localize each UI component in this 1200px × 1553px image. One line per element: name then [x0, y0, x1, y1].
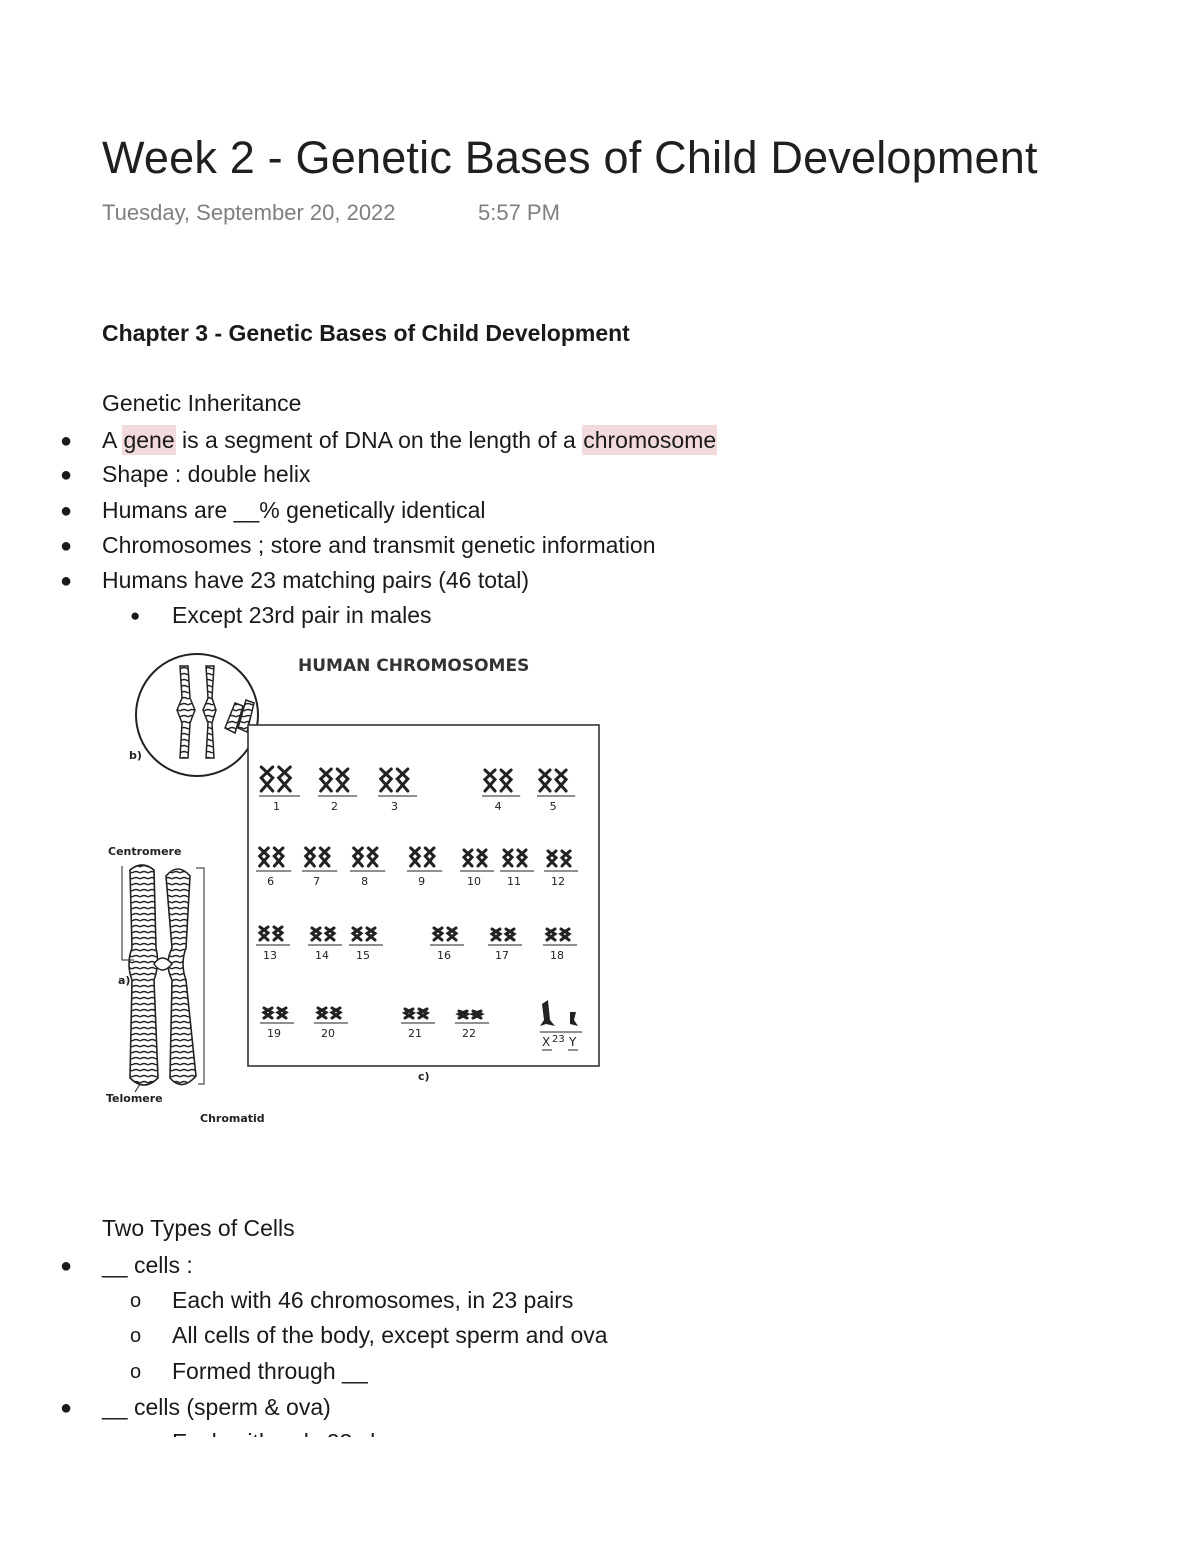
bullet-icon: ●: [60, 464, 73, 486]
chromosome-number: 15: [356, 949, 370, 962]
chromosome-number: 22: [462, 1027, 476, 1040]
bullet-icon: ●: [60, 570, 73, 592]
section-heading-cells: Two Types of Cells: [102, 1215, 295, 1241]
sub-list-item: Each with 46 chromosomes, in 23 pairs: [172, 1287, 574, 1313]
sex-label-23: 23: [552, 1034, 565, 1045]
chromosome-number: 11: [507, 875, 521, 888]
sex-label-x: X: [542, 1035, 551, 1049]
chromosome-number: 2: [331, 800, 339, 813]
list-item: Humans are __% genetically identical: [102, 497, 486, 523]
chapter-heading: Chapter 3 - Genetic Bases of Child Development: [102, 320, 630, 346]
bullet-icon: ●: [60, 535, 73, 557]
page-time: 5:57 PM: [478, 200, 560, 225]
label-chromatid: Chromatid: [200, 1112, 265, 1125]
figure-title: HUMAN CHROMOSOMES: [298, 656, 530, 676]
chromosome-number: 21: [408, 1027, 422, 1040]
chromosome-number: 1: [273, 800, 281, 813]
hollow-bullet-icon: o: [130, 1361, 142, 1383]
sub-list-item: Formed through __: [172, 1358, 368, 1384]
bullet-icon: ●: [130, 606, 141, 625]
label-b: b): [129, 749, 142, 762]
page-title: Week 2 - Genetic Bases of Child Development: [102, 132, 1038, 183]
chromosome-number: 7: [313, 875, 321, 888]
sub-list-item: All cells of the body, except sperm and ova: [172, 1322, 608, 1348]
bullet-icon: ●: [60, 430, 73, 452]
section-heading-inheritance: Genetic Inheritance: [102, 390, 302, 416]
list-item: Shape : double helix: [102, 461, 311, 487]
bullet-icon: ●: [60, 1397, 73, 1419]
chromosome-number: 18: [550, 949, 564, 962]
hollow-bullet-icon: o: [130, 1325, 142, 1347]
chromosome-number: 20: [321, 1027, 335, 1040]
list-item-gene: A gene is a segment of DNA on the length of a chromosome: [102, 427, 717, 453]
sub-list-item: Except 23rd pair in males: [172, 602, 432, 628]
chromosome-number: 5: [549, 800, 557, 813]
chromosome-number: 6: [267, 875, 275, 888]
label-centromere: Centromere: [108, 845, 182, 858]
sex-label-y: Y: [569, 1035, 577, 1049]
page-date: Tuesday, September 20, 2022: [102, 200, 396, 225]
chromosome-number: 8: [361, 875, 369, 888]
highlight-gene: gene: [123, 427, 175, 453]
page-cutoff: [0, 1437, 1200, 1553]
chromosome-number: 3: [391, 800, 399, 813]
label-telomere: Telomere: [106, 1092, 163, 1105]
bullet-icon: ●: [60, 500, 73, 522]
list-item: __ cells (sperm & ova): [102, 1394, 331, 1420]
chromosome-number: 14: [315, 949, 329, 962]
chromosome-number: 9: [418, 875, 426, 888]
chromosome-zoom-circle: [136, 654, 258, 776]
chromosome-number: 4: [494, 800, 502, 813]
chromosome-number: 13: [263, 949, 277, 962]
chromosome-number: 12: [551, 875, 565, 888]
chromosome-figure: [100, 648, 620, 1134]
hollow-bullet-icon: o: [130, 1290, 142, 1312]
label-a: a): [118, 974, 131, 987]
list-item: Chromosomes ; store and transmit genetic information: [102, 532, 656, 558]
list-item: Humans have 23 matching pairs (46 total): [102, 567, 529, 593]
list-item: __ cells :: [102, 1252, 193, 1278]
bullet-icon: ●: [60, 1255, 73, 1277]
chromosome-number: 17: [495, 949, 509, 962]
label-c: c): [418, 1070, 430, 1083]
chromosome-number: 19: [267, 1027, 281, 1040]
highlight-chromosome: chromosome: [583, 427, 717, 453]
chromosome-detail: [129, 865, 196, 1085]
chromosome-number: 10: [467, 875, 481, 888]
chromosome-number: 16: [437, 949, 451, 962]
